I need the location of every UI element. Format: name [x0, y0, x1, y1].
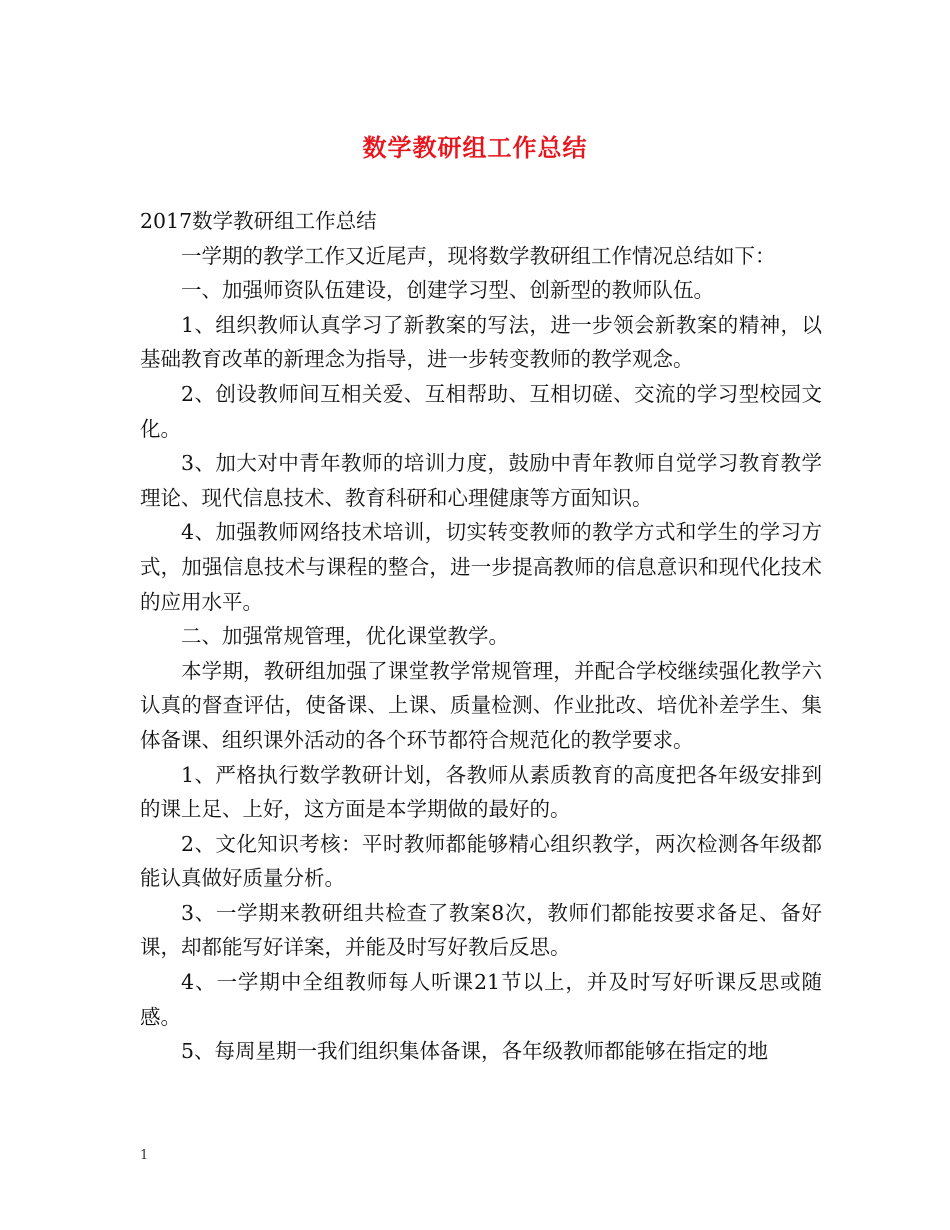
- paragraph: 4、加强教师网络技术培训，切实转变教师的教学方式和学生的学习方式，加强信息技术与课程的整合，进一步提高教师的信息意识和现代化技术的应用水平。: [140, 520, 822, 614]
- paragraph-subtitle: 2017数学教研组工作总结: [140, 209, 377, 233]
- paragraph: 本学期，教研组加强了课堂教学常规管理，并配合学校继续强化教学六认真的督查评估，使备课、上课、质量检测、作业批改、培优补差学生、集体备课、组织课外活动的各个环节都符合规范化的教学要求。: [140, 658, 822, 752]
- paragraph: 1、组织教师认真学习了新教案的写法，进一步领会新教案的精神，以基础教育改革的新理念为指导，进一步转变教师的教学观念。: [140, 312, 822, 372]
- paragraph: 1、严格执行数学教研计划，各教师从素质教育的高度把各年级安排到的课上足、上好，这方面是本学期做的最好的。: [140, 762, 822, 822]
- document-title: 数学教研组工作总结: [362, 133, 588, 162]
- document-body: [140, 204, 822, 1069]
- paragraph: 5、每周星期一我们组织集体备课，各年级教师都能够在指定的地: [181, 1039, 769, 1064]
- page-number: 1: [140, 1148, 149, 1163]
- paragraph: 4、一学期中全组教师每人听课21节以上，并及时写好听课反思或随感。: [140, 970, 822, 1029]
- section-heading: 一、加强师资队伍建设，创建学习型、创新型的教师队伍。: [181, 278, 714, 303]
- paragraph: 3、一学期来教研组共检查了教案8次，教师们都能按要求备足、备好课，却都能写好详案，并能及时写好教后反思。: [140, 900, 822, 960]
- paragraph: 一学期的教学工作又近尾声，现将数学教研组工作情况总结如下：: [181, 243, 776, 268]
- section-heading: 二、加强常规管理，优化课堂教学。: [181, 624, 509, 649]
- paragraph: 2、创设教师间互相关爱、互相帮助、互相切磋、交流的学习型校园文化。: [140, 381, 822, 441]
- paragraph: 3、加大对中青年教师的培训力度，鼓励中青年教师自觉学习教育教学理论、现代信息技术、教育科研和心理健康等方面知识。: [140, 451, 822, 510]
- paragraph: 2、文化知识考核：平时教师都能够精心组织教学，两次检测各年级都能认真做好质量分析。: [140, 831, 822, 891]
